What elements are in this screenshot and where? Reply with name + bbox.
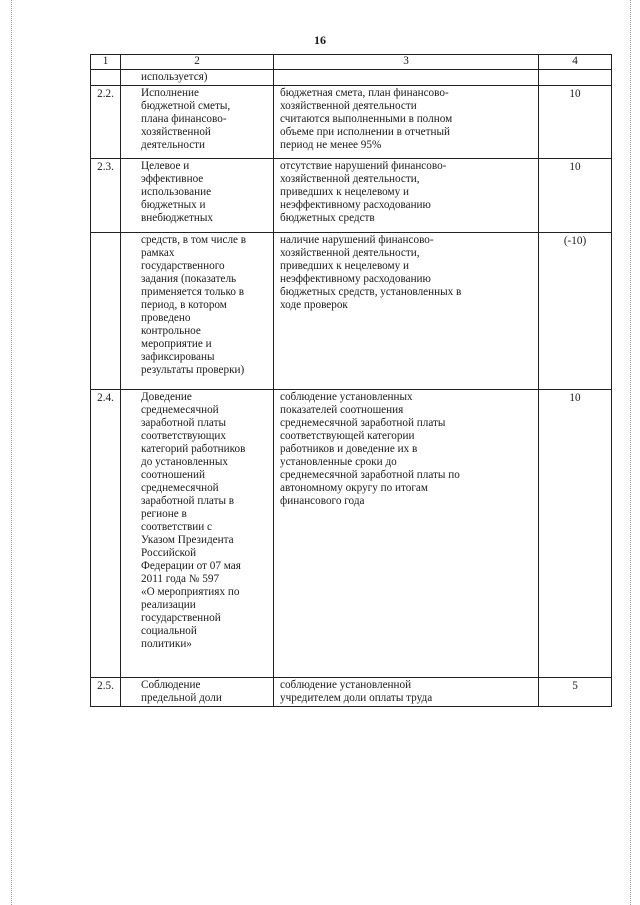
table-row bbox=[91, 390, 612, 678]
row-number-cell bbox=[91, 70, 121, 86]
column-header-1: 1 bbox=[91, 55, 121, 70]
row-number-cell: 2.3. bbox=[91, 159, 121, 233]
table-header-row bbox=[91, 55, 612, 70]
condition-cell bbox=[274, 70, 539, 86]
criterion-cell: Доведение среднемесячной заработной платы соответствующих категорий работников до установленных соотношений среднемесячной заработной платы в регионе в соответствии с Указом Президента Российской Федерации от 07 мая 2011 года № 597 «О мероприятиях по реализации государственной социальной политики» bbox=[121, 390, 274, 678]
condition-cell: бюджетная смета, план финансово- хозяйственной деятельности считаются выполненными в полном объеме при исполнении в отчетный период не менее 95% bbox=[274, 86, 539, 159]
row-number-cell: 2.5. bbox=[91, 678, 121, 707]
column-header-3: 3 bbox=[274, 55, 539, 70]
scan-edge-left bbox=[11, 0, 13, 905]
table-row bbox=[91, 86, 612, 159]
row-number-cell: 2.4. bbox=[91, 390, 121, 678]
score-cell bbox=[539, 70, 612, 86]
score-cell: 10 bbox=[539, 390, 612, 678]
criterion-cell: Целевое и эффективное использование бюджетных и внебюджетных bbox=[121, 159, 274, 233]
scan-edge-right bbox=[630, 0, 632, 905]
table-row bbox=[91, 233, 612, 390]
condition-cell: соблюдение установленной учредителем доли оплаты труда bbox=[274, 678, 539, 707]
column-header-2: 2 bbox=[121, 55, 274, 70]
column-header-4: 4 bbox=[539, 55, 612, 70]
row-number-cell bbox=[91, 233, 121, 390]
criterion-cell: средств, в том числе в рамках государственного задания (показатель применяется только в период, в котором проведено контрольное мероприятие и зафиксированы результаты проверки) bbox=[121, 233, 274, 390]
page-number: 16 bbox=[314, 33, 326, 47]
condition-cell: наличие нарушений финансово- хозяйственной деятельности, приведших к нецелевому и неэффективному расходованию бюджетных средств, установленных в ходе проверок bbox=[274, 233, 539, 390]
score-cell: 5 bbox=[539, 678, 612, 707]
criterion-cell: Исполнение бюджетной сметы, плана финансово- хозяйственной деятельности bbox=[121, 86, 274, 159]
score-cell: (-10) bbox=[539, 233, 612, 390]
criterion-cell: Соблюдение предельной доли bbox=[121, 678, 274, 707]
row-number-cell: 2.2. bbox=[91, 86, 121, 159]
criterion-cell: используется) bbox=[121, 70, 274, 86]
table-row bbox=[91, 70, 612, 86]
condition-cell: отсутствие нарушений финансово- хозяйственной деятельности, приведших к нецелевому и неэффективному расходованию бюджетных средств bbox=[274, 159, 539, 233]
condition-cell: соблюдение установленных показателей соотношения среднемесячной заработной платы соответствующей категории работников и доведение их в установленные сроки до среднемесячной заработной платы по автономному округу по итогам финансового года bbox=[274, 390, 539, 678]
criteria-table bbox=[90, 54, 612, 707]
score-cell: 10 bbox=[539, 159, 612, 233]
score-cell: 10 bbox=[539, 86, 612, 159]
table-row bbox=[91, 678, 612, 707]
table-row bbox=[91, 159, 612, 233]
